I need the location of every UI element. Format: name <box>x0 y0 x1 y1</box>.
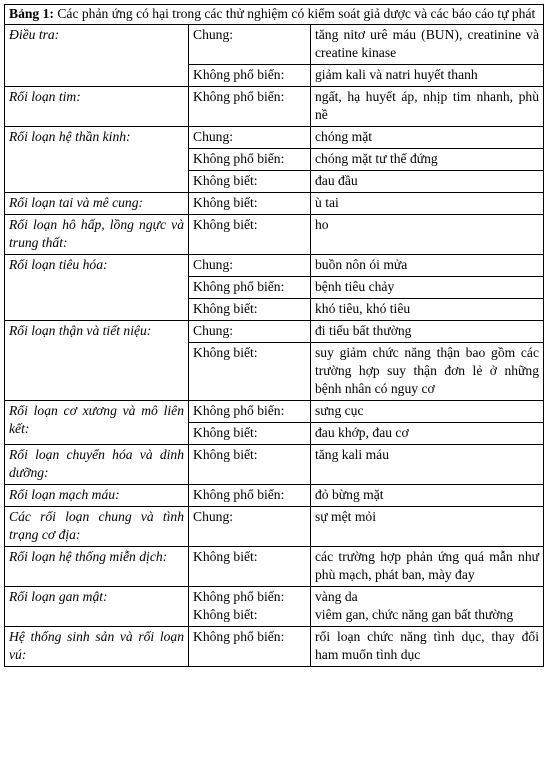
organ-class-cell: Rối loạn tim: <box>5 87 189 127</box>
frequency-cell: Chung: <box>189 507 311 547</box>
reaction-cell: buồn nôn ói mửa <box>311 255 544 277</box>
reaction-text: viêm gan, chức năng gan bất thường <box>315 607 514 622</box>
frequency-cell: Không biết: <box>189 445 311 485</box>
table-row <box>5 215 544 255</box>
frequency-cell: Không phổ biến: <box>189 65 311 87</box>
reaction-cell <box>311 587 544 627</box>
reaction-cell: chóng mặt <box>311 127 544 149</box>
organ-class-cell: Rối loạn thận và tiết niệu: <box>5 321 189 401</box>
organ-class-cell: Điều tra: <box>5 25 189 87</box>
reaction-cell: tăng kali máu <box>311 445 544 485</box>
organ-class-cell: Rối loạn cơ xương và mô liên kết: <box>5 401 189 445</box>
reaction-cell: sưng cục <box>311 401 544 423</box>
frequency-cell: Không phổ biến: <box>189 485 311 507</box>
reaction-cell: sự mệt mỏi <box>311 507 544 547</box>
reaction-cell: ho <box>311 215 544 255</box>
reaction-cell: tăng nitơ urê máu (BUN), creatinine và creatine kinase <box>311 25 544 65</box>
frequency-cell: Không biết: <box>189 343 311 401</box>
reaction-cell: suy giảm chức năng thận bao gồm các trường hợp suy thận đơn lẻ ở những bệnh nhân có nguy cơ <box>311 343 544 401</box>
reaction-cell: rối loạn chức năng tình dục, thay đổi ham muốn tình dục <box>311 627 544 667</box>
reaction-cell: giảm kali và natri huyết thanh <box>311 65 544 87</box>
table-body <box>5 5 544 667</box>
reaction-cell: đau đầu <box>311 171 544 193</box>
frequency-cell: Không phổ biến: <box>189 401 311 423</box>
reaction-cell: đỏ bừng mặt <box>311 485 544 507</box>
frequency-cell: Không biết: <box>189 299 311 321</box>
reaction-text: vàng da <box>315 589 358 604</box>
organ-class-cell: Rối loạn gan mật: <box>5 587 189 627</box>
frequency-cell: Chung: <box>189 25 311 65</box>
reaction-cell: ù tai <box>311 193 544 215</box>
organ-class-cell: Các rối loạn chung và tình trạng cơ địa: <box>5 507 189 547</box>
frequency-cell: Chung: <box>189 255 311 277</box>
table-row <box>5 587 544 627</box>
adverse-reactions-table <box>4 4 544 667</box>
frequency-label: Không phổ biến: <box>193 589 285 604</box>
frequency-cell: Không biết: <box>189 171 311 193</box>
frequency-cell <box>189 587 311 627</box>
frequency-cell: Không phổ biến: <box>189 627 311 667</box>
table-row <box>5 401 544 423</box>
organ-class-cell: Rối loạn hệ thần kinh: <box>5 127 189 193</box>
frequency-cell: Không biết: <box>189 193 311 215</box>
organ-class-cell: Rối loạn hệ thống miễn dịch: <box>5 547 189 587</box>
reaction-cell: bệnh tiêu chảy <box>311 277 544 299</box>
frequency-cell: Chung: <box>189 127 311 149</box>
table-row <box>5 547 544 587</box>
caption-text: Các phản ứng có hại trong các thử nghiệm có kiểm soát giả dược và các báo cáo tự phát <box>53 6 536 21</box>
frequency-cell: Không phổ biến: <box>189 87 311 127</box>
table-row <box>5 321 544 343</box>
organ-class-cell: Rối loạn hô hấp, lồng ngực và trung thất: <box>5 215 189 255</box>
table-row <box>5 255 544 277</box>
frequency-cell: Không phổ biến: <box>189 277 311 299</box>
frequency-cell: Không biết: <box>189 547 311 587</box>
table-row <box>5 127 544 149</box>
frequency-cell: Không biết: <box>189 423 311 445</box>
table-row <box>5 445 544 485</box>
caption-label: Bảng 1: <box>9 6 54 21</box>
caption-row <box>5 5 544 25</box>
organ-class-cell: Hệ thống sinh sản và rối loạn vú: <box>5 627 189 667</box>
reaction-cell: khó tiêu, khó tiêu <box>311 299 544 321</box>
table-row <box>5 25 544 65</box>
reaction-cell: ngất, hạ huyết áp, nhịp tim nhanh, phù nề <box>311 87 544 127</box>
table-caption <box>5 5 544 25</box>
table-row <box>5 193 544 215</box>
table-row <box>5 507 544 547</box>
frequency-cell: Chung: <box>189 321 311 343</box>
organ-class-cell: Rối loạn tiêu hóa: <box>5 255 189 321</box>
table-row <box>5 485 544 507</box>
reaction-cell: các trường hợp phản ứng quá mẫn như phù mạch, phát ban, mày đay <box>311 547 544 587</box>
organ-class-cell: Rối loạn chuyển hóa và dinh dưỡng: <box>5 445 189 485</box>
frequency-label: Không biết: <box>193 607 258 622</box>
frequency-cell: Không phổ biến: <box>189 149 311 171</box>
adverse-reactions-document <box>4 4 543 667</box>
table-row <box>5 627 544 667</box>
organ-class-cell: Rối loạn mạch máu: <box>5 485 189 507</box>
frequency-cell: Không biết: <box>189 215 311 255</box>
organ-class-cell: Rối loạn tai và mê cung: <box>5 193 189 215</box>
reaction-cell: đau khớp, đau cơ <box>311 423 544 445</box>
reaction-cell: chóng mặt tư thế đứng <box>311 149 544 171</box>
table-row <box>5 87 544 127</box>
reaction-cell: đi tiểu bất thường <box>311 321 544 343</box>
